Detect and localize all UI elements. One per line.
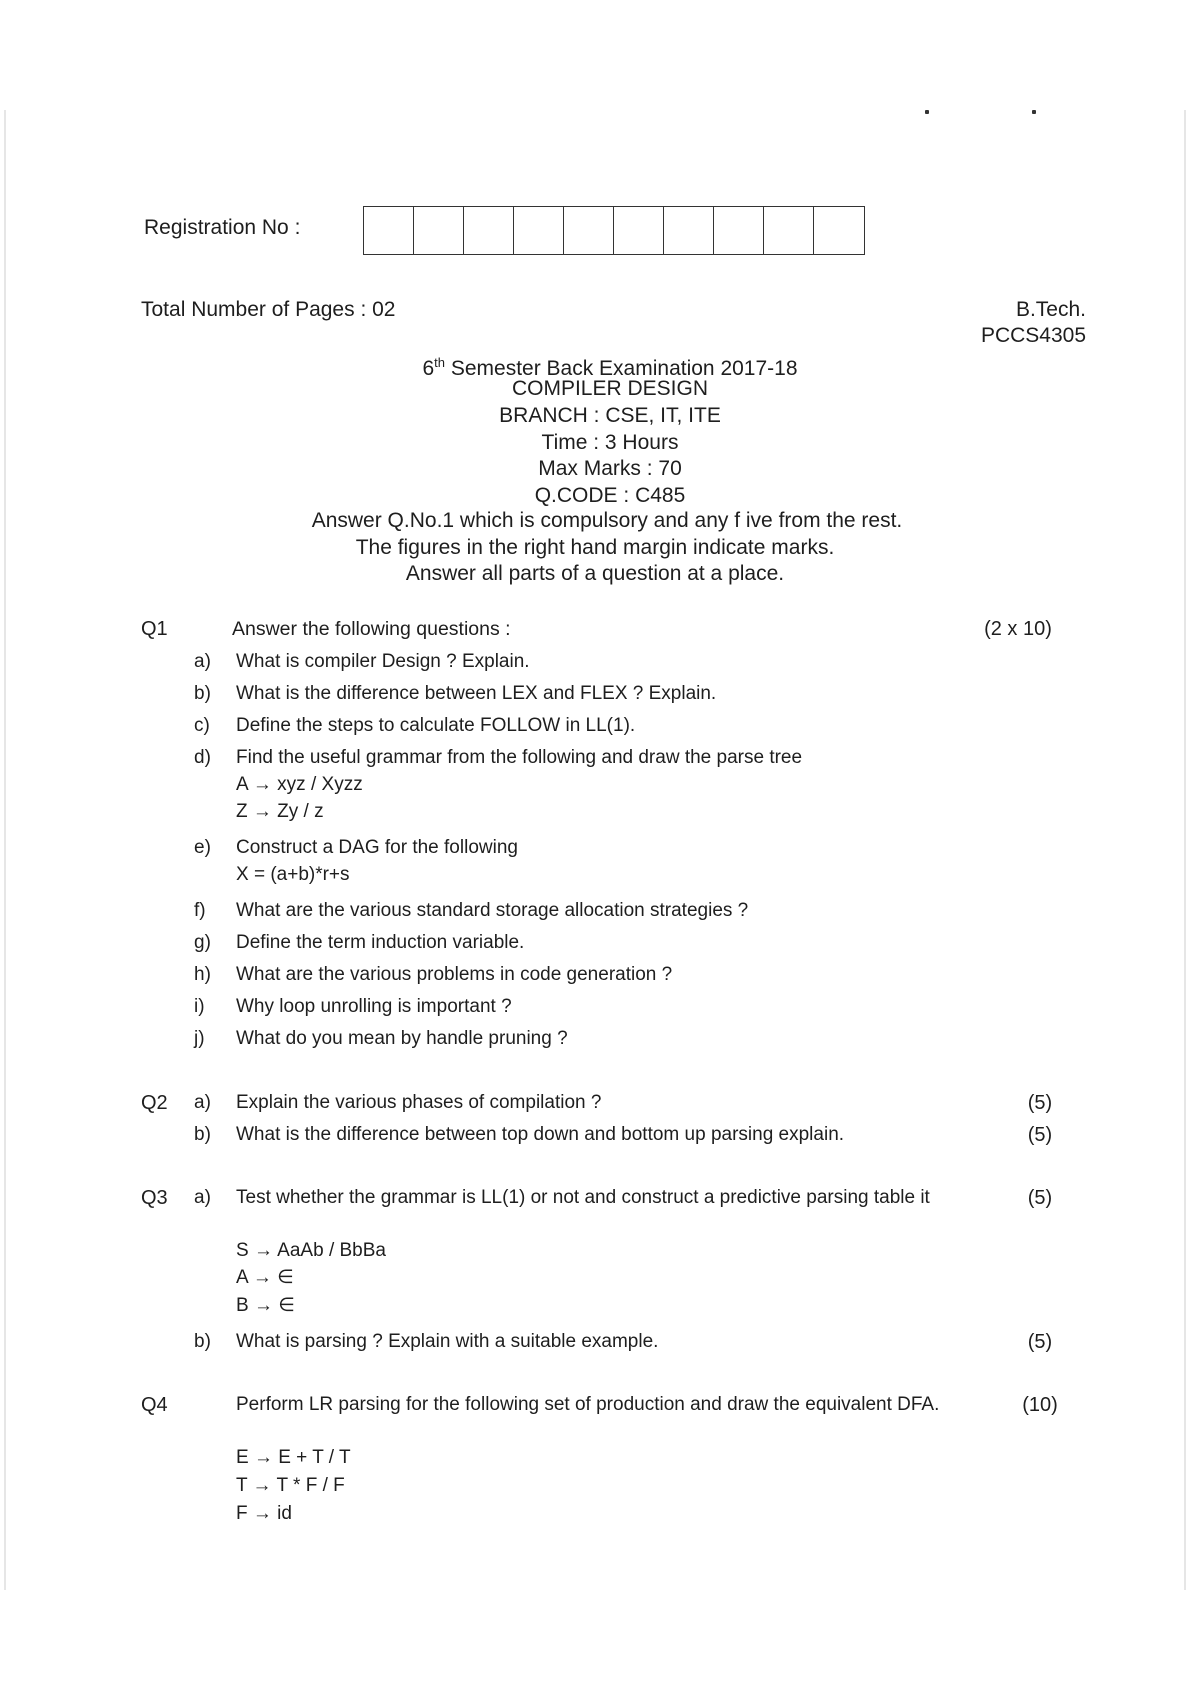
part-text: Why loop unrolling is important ? [236,996,512,1017]
branch-line: BRANCH : CSE, IT, ITE [499,404,721,427]
semester-superscript: th [434,355,445,370]
question-number: Q4 [141,1394,168,1416]
registration-digit-box[interactable] [364,207,414,254]
part-text: What is the difference between LEX and FLEX ? Explain. [236,683,717,704]
semester-text: Semester Back Examination 2017-18 [445,357,798,380]
grammar-rule: T → T * F / F [236,1475,345,1496]
part-marks: (5) [1027,1331,1053,1353]
question-text: Perform LR parsing for the following set of production and draw the equivalent DFA. [236,1394,940,1415]
part-label: b) [194,1124,211,1145]
part-text: Test whether the grammar is LL(1) or not and construct a predictive parsing table it [236,1187,930,1208]
part-label: g) [194,932,211,953]
registration-digit-box[interactable] [814,207,864,254]
part-label: a) [194,1092,211,1113]
part-text: What is the difference between top down and bottom up parsing explain. [236,1124,845,1145]
grammar-rule: Z → Zy / z [236,801,324,822]
part-text: What is compiler Design ? Explain. [236,651,530,672]
qcode-line: Q.CODE : C485 [534,484,686,507]
part-marks: (5) [1027,1124,1053,1146]
part-label: j) [194,1028,205,1049]
question-number: Q3 [141,1187,168,1209]
part-text: What are the various problems in code generation ? [236,964,673,985]
subject-title: COMPILER DESIGN [511,377,709,400]
registration-digit-box[interactable] [464,207,514,254]
part-text: What do you mean by handle pruning ? [236,1028,568,1049]
page-edge-right [1184,110,1186,1590]
registration-number-boxes[interactable] [363,206,865,255]
registration-digit-box[interactable] [564,207,614,254]
part-label: a) [194,651,211,672]
instruction-line: Answer all parts of a question at a place. [405,562,785,585]
part-label: f) [194,900,206,921]
question-marks: (10) [1022,1394,1058,1416]
expression: X = (a+b)*r+s [236,864,350,885]
question-number: Q1 [141,618,168,640]
part-marks: (5) [1027,1187,1053,1209]
part-marks: (5) [1027,1092,1053,1114]
semester-number: 6 [422,357,435,380]
part-label: b) [194,1331,211,1352]
course-type: B.Tech. [1015,298,1086,321]
grammar-rule: A → ∈ [236,1267,294,1288]
course-code: PCCS4305 [980,324,1086,347]
registration-digit-box[interactable] [614,207,664,254]
grammar-rule: B → ∈ [236,1295,295,1316]
part-text: Explain the various phases of compilation ? [236,1092,602,1113]
part-text: What are the various standard storage allocation strategies ? [236,900,749,921]
part-text: Construct a DAG for the following [236,837,518,858]
registration-label: Registration No : [144,216,301,239]
grammar-rule: E → E + T / T [236,1447,351,1468]
scan-speck [925,110,929,114]
part-label: d) [194,747,211,768]
part-label: c) [194,715,210,736]
total-pages: Total Number of Pages : 02 [141,298,396,321]
part-label: h) [194,964,211,985]
scan-speck [1032,110,1036,114]
part-label: i) [194,996,205,1017]
registration-digit-box[interactable] [764,207,814,254]
instruction-line: The figures in the right hand margin indicate marks. [355,536,835,559]
question-marks: (2 x 10) [984,618,1052,640]
part-text: Define the steps to calculate FOLLOW in LL(1). [236,715,636,736]
grammar-rule: F → id [236,1503,292,1524]
question-number: Q2 [141,1092,168,1114]
part-label: b) [194,683,211,704]
registration-digit-box[interactable] [664,207,714,254]
part-text: What is parsing ? Explain with a suitable example. [236,1331,659,1352]
part-label: a) [194,1187,211,1208]
part-label: e) [194,837,211,858]
registration-digit-box[interactable] [514,207,564,254]
time-line: Time : 3 Hours [541,431,679,454]
part-text: Define the term induction variable. [236,932,525,953]
registration-digit-box[interactable] [714,207,764,254]
question-title: Answer the following questions : [232,618,511,640]
part-text: Find the useful grammar from the following and draw the parse tree [236,747,803,768]
grammar-rule: S → AaAb / BbBa [236,1240,386,1261]
instruction-line: Answer Q.No.1 which is compulsory and any f ive from the rest. [311,509,903,532]
registration-digit-box[interactable] [414,207,464,254]
page-edge-left [4,110,6,1590]
max-marks-line: Max Marks : 70 [538,457,682,480]
grammar-rule: A → xyz / Xyzz [236,774,363,795]
